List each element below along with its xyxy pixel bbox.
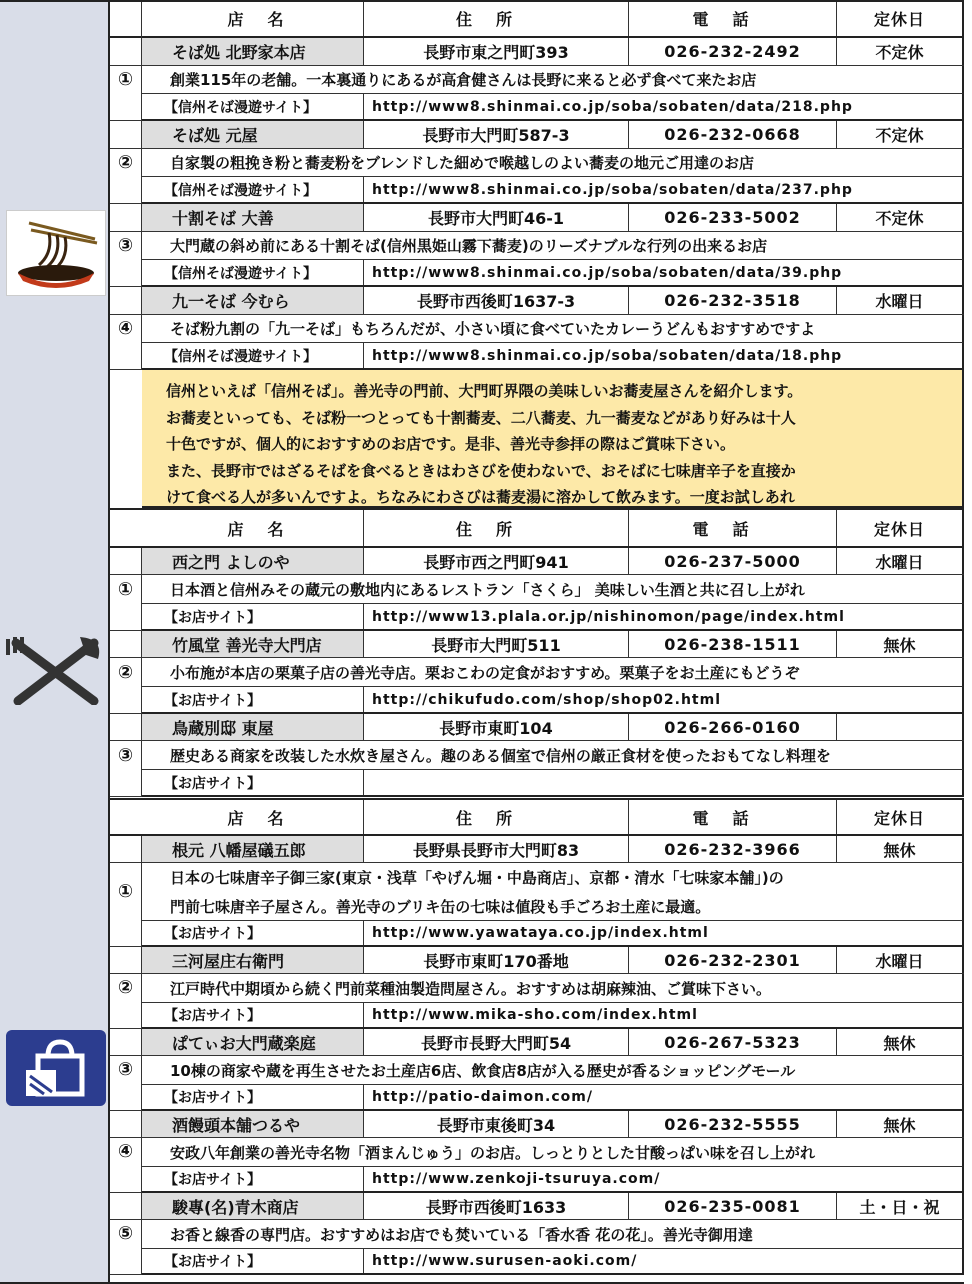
- shop-description: お香と線香の専門店。おすすめはお店でも焚いている「香水香 花の花」。善光寺御用達: [142, 1220, 964, 1249]
- shop-url-link[interactable]: http://www8.shinmai.co.jp/soba/sobaten/data/237.php: [372, 181, 853, 198]
- shop-link-row: [142, 1003, 964, 1029]
- shop-link-row: [142, 1249, 964, 1275]
- shop-phone: 026-232-3518: [629, 287, 837, 314]
- shop-description: 自家製の粗挽き粉と蕎麦粉をブレンドした細めで喉越しのよい蕎麦の地元ご用達のお店: [142, 149, 964, 177]
- header-closed: 定休日: [837, 0, 964, 36]
- shop-info-row: [110, 548, 964, 575]
- note-line: けて食べる人が多いんですよ。ちなみにわさびは蕎麦湯に溶かして飲みます。一度お試しあれ: [166, 488, 795, 506]
- shopping-bag-icon: [6, 1030, 106, 1106]
- shop-description: 安政八年創業の善光寺名物「酒まんじゅう」のお店。しっとりとした甘酸っぱい味を召し上がれ: [142, 1138, 964, 1167]
- shop-link-row: [142, 260, 964, 287]
- shop-url-link[interactable]: http://www.mika-sho.com/index.html: [372, 1007, 698, 1023]
- shop-number: ③: [110, 204, 142, 287]
- shop-description: 門前七味唐辛子屋さん。善光寺のブリキ缶の七味は値段も手ごろお土産に最適。: [142, 892, 964, 921]
- shop-number: ④: [110, 1111, 142, 1193]
- shop-name: 根元 八幡屋礒五郎: [142, 836, 364, 862]
- header-address: 住所: [364, 0, 629, 36]
- shop-number: ③: [110, 1029, 142, 1111]
- shop-address: 長野市東之門町393: [364, 38, 629, 65]
- shop-number: ③: [110, 714, 142, 797]
- shop-number: ④: [110, 287, 142, 370]
- shop-description: 江戸時代中期頃から続く門前菜種油製造問屋さん。おすすめは胡麻辣油、ご賞味下さい。: [142, 974, 964, 1003]
- shop-url-link[interactable]: http://patio-daimon.com/: [372, 1089, 593, 1105]
- shop-closed-day: 無休: [837, 1029, 964, 1055]
- shop-url-link[interactable]: http://www8.shinmai.co.jp/soba/sobaten/data/39.php: [372, 264, 843, 281]
- shop-description: 創業115年の老舗。一本裏通りにあるが高倉健さんは長野に来ると必ず食べて来たお店: [142, 66, 964, 94]
- shop-link-label: 【お店サイト】: [142, 1003, 364, 1027]
- note-line: 十色ですが、個人的におすすめのお店です。是非、善光寺参拝の際はご賞味下さい。: [166, 435, 735, 453]
- shop-address: 長野市西後町1633: [364, 1193, 629, 1219]
- shop-number: ①: [110, 836, 142, 947]
- shop-link-label: 【信州そば漫遊サイト】: [142, 260, 364, 285]
- shop-link-label: 【信州そば漫遊サイト】: [142, 343, 364, 368]
- shop-phone: 026-232-2301: [629, 947, 837, 973]
- shop-address: 長野市東町104: [364, 714, 629, 740]
- shop-number: ②: [110, 121, 142, 204]
- shop-description: 大門蔵の斜め前にある十割そば(信州黒姫山霧下蕎麦)のリーズナブルな行列の出来るお店: [142, 232, 964, 260]
- shop-number: ①: [110, 38, 142, 121]
- shop-number: ②: [110, 947, 142, 1029]
- shop-url-link[interactable]: http://chikufudo.com/shop/shop02.html: [372, 691, 722, 708]
- shop-link-row: [142, 604, 964, 631]
- header-address: 住所: [364, 800, 629, 834]
- shop-link-label: 【お店サイト】: [142, 1085, 364, 1109]
- shop-info-row: [110, 1111, 964, 1138]
- shop-name: 西之門 よしのや: [142, 548, 364, 574]
- shop-address: 長野市西之門町941: [364, 548, 629, 574]
- shop-closed-day: 水曜日: [837, 287, 964, 314]
- shop-name: ぱてぃお大門蔵楽庭: [142, 1029, 364, 1055]
- note-line: 信州といえば「信州そば」。善光寺の門前、大門町界隈の美味しいお蕎麦屋さんを紹介します。: [166, 382, 803, 400]
- top-border: [0, 0, 964, 2]
- shop-link-row: [142, 770, 964, 797]
- shop-number: ①: [110, 548, 142, 631]
- shop-closed-day: 土・日・祝: [837, 1193, 964, 1219]
- shop-phone: 026-232-2492: [629, 38, 837, 65]
- shop-name: 鳥蔵別邸 東屋: [142, 714, 364, 740]
- shop-closed-day: 水曜日: [837, 548, 964, 574]
- shop-closed-day: 不定休: [837, 204, 964, 231]
- shop-info-row: [110, 204, 964, 232]
- shop-phone: 026-238-1511: [629, 631, 837, 657]
- shop-name: 酒饅頭本舗つるや: [142, 1111, 364, 1137]
- shop-link-row: [142, 1085, 964, 1111]
- header-blank: [110, 0, 142, 38]
- header-name: 店名: [142, 510, 364, 546]
- shop-link-row: [142, 177, 964, 204]
- shop-info-row: [110, 836, 964, 863]
- soba-bowl-icon: [6, 210, 106, 296]
- shop-phone: 026-232-0668: [629, 121, 837, 148]
- shop-address: 長野市大門町46-1: [364, 204, 629, 231]
- shop-address: 長野県長野市大門町83: [364, 836, 629, 862]
- header-name: 店名: [142, 800, 364, 834]
- shop-link-row: [142, 343, 964, 370]
- shop-phone: 026-237-5000: [629, 548, 837, 574]
- shop-address: 長野市長野大門町54: [364, 1029, 629, 1055]
- shop-info-row: [110, 631, 964, 658]
- shop-name: 竹風堂 善光寺大門店: [142, 631, 364, 657]
- shop-url-link[interactable]: http://www.yawataya.co.jp/index.html: [372, 925, 709, 941]
- shop-info-row: [110, 947, 964, 974]
- shop-link-label: 【信州そば漫遊サイト】: [142, 94, 364, 119]
- shop-link-row: [142, 687, 964, 714]
- shop-name: そば処 元屋: [142, 121, 364, 148]
- shop-address: 長野市西後町1637-3: [364, 287, 629, 314]
- shop-address: 長野市東町170番地: [364, 947, 629, 973]
- shop-address: 長野市東後町34: [364, 1111, 629, 1137]
- note-line: お蕎麦といっても、そば粉一つとっても十割蕎麦、二八蕎麦、九一蕎麦などがあり好みは十人: [166, 408, 796, 427]
- soba-note: [142, 370, 964, 508]
- shop-link-row: [142, 94, 964, 121]
- header-phone: 電話: [629, 510, 837, 546]
- shop-url-link[interactable]: http://www.surusen-aoki.com/: [372, 1253, 638, 1269]
- shop-link-label: 【信州そば漫遊サイト】: [142, 177, 364, 202]
- shop-name: そば処 北野家本店: [142, 38, 364, 65]
- shop-url-link[interactable]: http://www8.shinmai.co.jp/soba/sobaten/data/18.php: [372, 347, 843, 364]
- shop-name: 駿專(名)青木商店: [142, 1193, 364, 1219]
- shop-closed-day: 無休: [837, 836, 964, 862]
- shop-description: 日本の七味唐辛子御三家(東京・浅草「やげん堀・中島商店」、京都・清水「七味家本舗」)の: [142, 863, 964, 892]
- shop-closed-day: 水曜日: [837, 947, 964, 973]
- shop-name: 三河屋庄右衛門: [142, 947, 364, 973]
- shop-number: ⑤: [110, 1193, 142, 1275]
- header-name: 店名: [142, 0, 364, 36]
- shop-closed-day: 不定休: [837, 38, 964, 65]
- shop-phone: 026-267-5323: [629, 1029, 837, 1055]
- shop-link-row: [142, 1167, 964, 1193]
- shop-number: ②: [110, 631, 142, 714]
- shop-phone: 026-235-0081: [629, 1193, 837, 1219]
- shop-description: 10棟の商家や蔵を再生させたお土産店6店、飲食店8店が入る歴史が香るショッピングモール: [142, 1056, 964, 1085]
- shop-url-link[interactable]: http://www.zenkoji-tsuruya.com/: [372, 1171, 661, 1187]
- shop-description: 小布施が本店の栗菓子店の善光寺店。栗おこわの定食がおすすめ。栗菓子をお土産にもどうぞ: [142, 658, 964, 687]
- shop-link-label: 【お店サイト】: [142, 604, 364, 629]
- shop-info-row: [110, 1029, 964, 1056]
- shop-info-row: [110, 1193, 964, 1220]
- shop-phone: 026-266-0160: [629, 714, 837, 740]
- header-closed: 定休日: [837, 510, 964, 546]
- shop-closed-day: 不定休: [837, 121, 964, 148]
- shop-url-link[interactable]: http://www8.shinmai.co.jp/soba/sobaten/data/218.php: [372, 98, 853, 115]
- shop-info-row: [110, 121, 964, 149]
- shop-closed-day: 無休: [837, 1111, 964, 1137]
- fork-knife-icon: [6, 630, 104, 710]
- shop-link-label: 【お店サイト】: [142, 770, 364, 795]
- shop-description: そば粉九割の「九一そば」もちろんだが、小さい頃に食べていたカレーうどんもおすすめですよ: [142, 315, 964, 343]
- shop-link-label: 【お店サイト】: [142, 921, 364, 945]
- header-address: 住所: [364, 510, 629, 546]
- shop-description: 日本酒と信州みその蔵元の敷地内にあるレストラン「さくら」 美味しい生酒と共に召し上がれ: [142, 575, 964, 604]
- header-phone: 電話: [629, 800, 837, 834]
- table-header: [110, 0, 964, 38]
- shop-url-link[interactable]: http://www13.plala.or.jp/nishinomon/page/index.html: [372, 608, 845, 625]
- shop-link-label: 【お店サイト】: [142, 687, 364, 712]
- shop-info-row: [110, 714, 964, 741]
- shop-address: 長野市大門町511: [364, 631, 629, 657]
- shop-phone: 026-232-3966: [629, 836, 837, 862]
- shop-phone: 026-233-5002: [629, 204, 837, 231]
- shop-link-label: 【お店サイト】: [142, 1167, 364, 1191]
- shop-closed-day: [837, 714, 964, 740]
- shop-description: 歴史ある商家を改装した水炊き屋さん。趣のある個室で信州の厳正食材を使ったおもてなし料理を: [142, 741, 964, 770]
- table-header: [110, 508, 964, 548]
- header-phone: 電話: [629, 0, 837, 36]
- shop-link-row: [142, 921, 964, 947]
- shop-info-row: [110, 287, 964, 315]
- shop-closed-day: 無休: [837, 631, 964, 657]
- shop-link-label: 【お店サイト】: [142, 1249, 364, 1273]
- note-line: また、長野市ではざるそばを食べるときはわさびを使わないで、おそばに七味唐辛子を直接か: [166, 461, 796, 480]
- header-closed: 定休日: [837, 800, 964, 834]
- shop-address: 長野市大門町587-3: [364, 121, 629, 148]
- table-header: [110, 798, 964, 836]
- shop-name: 十割そば 大善: [142, 204, 364, 231]
- shop-name: 九一そば 今むら: [142, 287, 364, 314]
- shop-phone: 026-232-5555: [629, 1111, 837, 1137]
- shop-url-link[interactable]: [364, 770, 372, 795]
- shop-info-row: [110, 38, 964, 66]
